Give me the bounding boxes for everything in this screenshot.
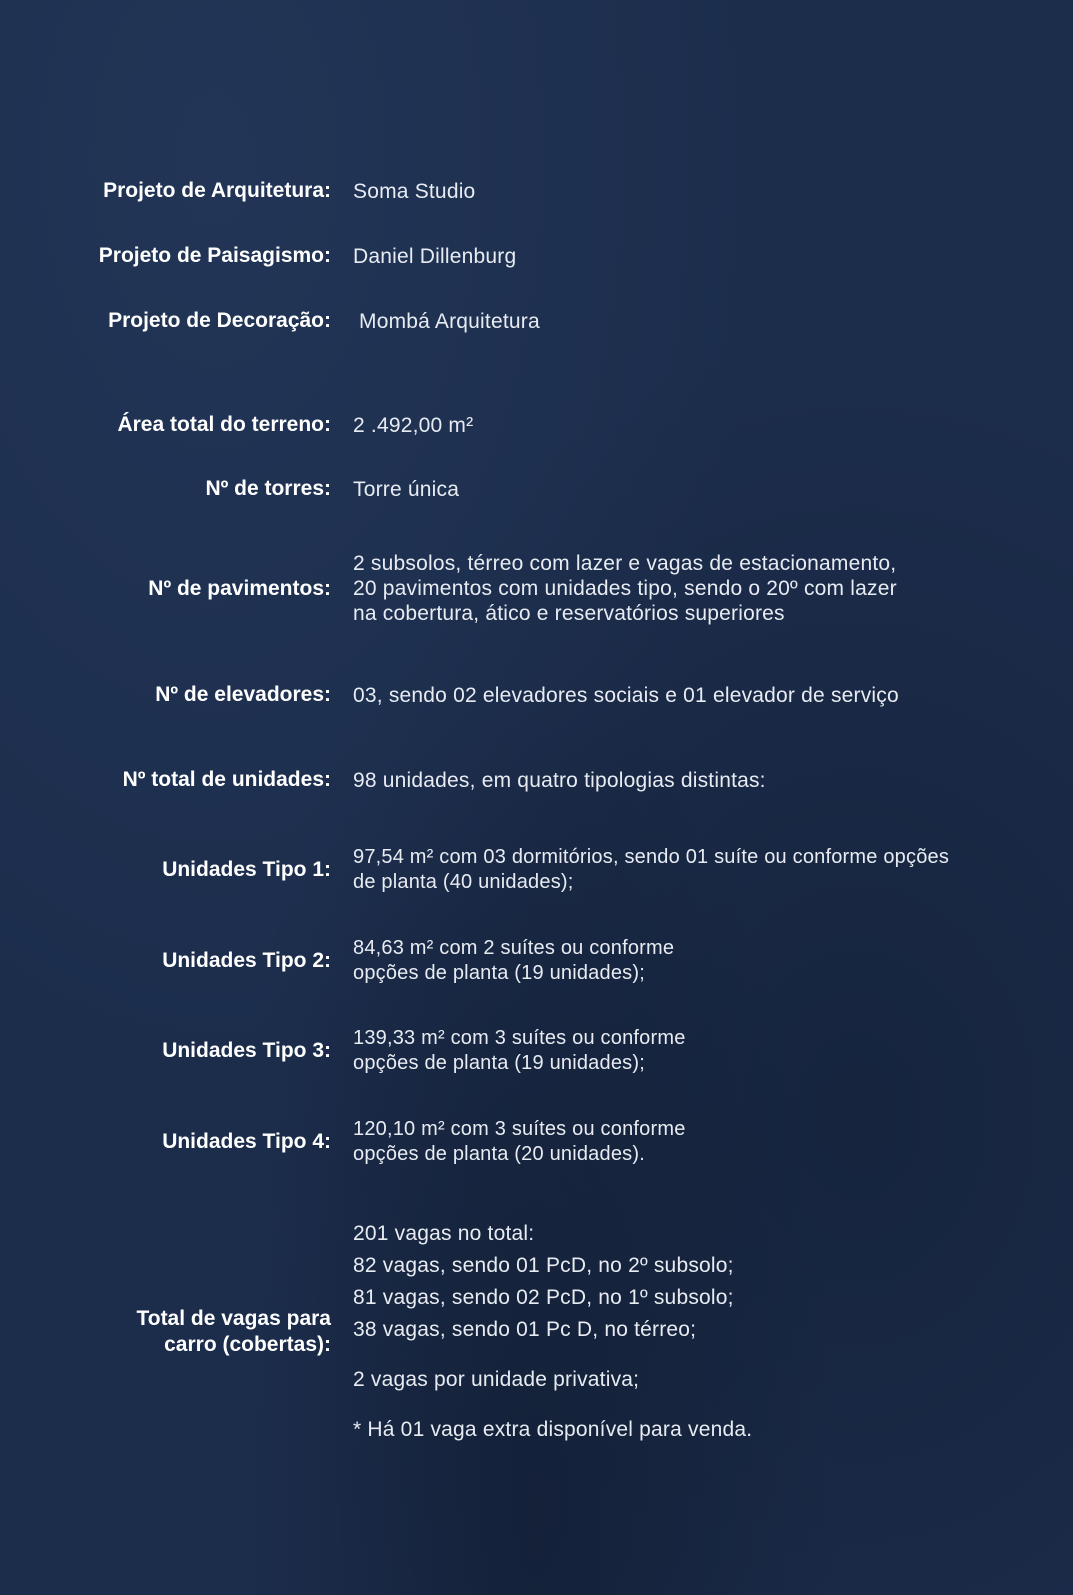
spec-label: Unidades Tipo 1: — [162, 858, 331, 881]
spec-row-decoracao — [0, 308, 1073, 334]
spec-label-line: carro (cobertas): — [164, 1333, 331, 1356]
spec-value — [353, 1117, 686, 1167]
spec-label: Nº de pavimentos: — [148, 576, 331, 600]
spec-value-line: 2 subsolos, térreo com lazer e vagas de estacionamento, — [353, 552, 897, 575]
spec-value: 98 unidades, em quatro tipologias distintas: — [353, 768, 766, 792]
spec-value-line: 201 vagas no total: — [353, 1222, 535, 1245]
spec-label: Nº de torres: — [205, 477, 331, 500]
spec-label: Nº total de unidades: — [122, 768, 331, 791]
spec-value-line: de planta (40 unidades); — [353, 871, 574, 893]
spec-label: Projeto de Arquitetura: — [103, 179, 331, 202]
spec-value: 03, sendo 02 elevadores sociais e 01 elevador de serviço — [353, 683, 899, 707]
spec-row-total-unidades — [0, 767, 1073, 793]
spec-row-paisagismo — [0, 243, 1073, 269]
spec-value: 2 .492,00 m² — [353, 413, 474, 437]
spec-value-line: 120,10 m² com 3 suítes ou conforme — [353, 1118, 686, 1140]
spec-value-line: 20 pavimentos com unidades tipo, sendo o 20º com lazer — [353, 577, 897, 600]
spec-value-line: 139,33 m² com 3 suítes ou conforme — [353, 1027, 686, 1049]
spec-value: Mombá Arquitetura — [359, 309, 540, 333]
spec-row-area-terreno — [0, 412, 1073, 438]
spec-value-line: 84,63 m² com 2 suítes ou conforme — [353, 937, 675, 959]
spec-value-line: 2 vagas por unidade privativa; — [353, 1368, 640, 1391]
spec-value — [353, 1218, 752, 1446]
spec-row-arquitetura — [0, 178, 1073, 204]
spec-value: Torre única — [353, 477, 460, 501]
spec-row-torres — [0, 476, 1073, 502]
spec-label: Unidades Tipo 2: — [162, 949, 331, 972]
spec-label: Área total do terreno: — [117, 413, 331, 436]
spec-value — [353, 936, 674, 986]
spec-row-vagas — [0, 1218, 1073, 1446]
spec-value-line: 97,54 m² com 03 dormitórios, sendo 01 suíte ou conforme opções — [353, 846, 950, 868]
spec-value-line: 38 vagas, sendo 01 Pc D, no térreo; — [353, 1318, 697, 1341]
spec-label: Nº de elevadores: — [155, 683, 331, 706]
spec-row-tipo-2 — [0, 936, 1073, 986]
spec-label — [0, 1306, 331, 1358]
spec-value-line: opções de planta (19 unidades); — [353, 1052, 645, 1074]
spec-value-line: opções de planta (20 unidades). — [353, 1143, 645, 1165]
spec-value-line: opções de planta (19 unidades); — [353, 962, 645, 984]
spec-row-pavimentos — [0, 551, 1073, 626]
spec-label-line: Total de vagas para — [136, 1307, 331, 1330]
spec-value-line: 81 vagas, sendo 02 PcD, no 1º subsolo; — [353, 1286, 734, 1309]
spec-value-line: na cobertura, ático e reservatórios superiores — [353, 602, 785, 625]
spec-value — [353, 845, 949, 895]
spec-value — [353, 551, 897, 626]
spec-label: Projeto de Paisagismo: — [98, 244, 331, 267]
spec-label: Unidades Tipo 3: — [162, 1039, 331, 1062]
spec-value-line: * Há 01 vaga extra disponível para venda. — [353, 1418, 753, 1441]
spec-row-tipo-4 — [0, 1117, 1073, 1167]
spec-value-line: 82 vagas, sendo 01 PcD, no 2º subsolo; — [353, 1254, 734, 1277]
spec-label: Unidades Tipo 4: — [162, 1130, 331, 1153]
spec-value: Soma Studio — [353, 179, 476, 203]
spec-value: Daniel Dillenburg — [353, 244, 517, 268]
spec-row-elevadores — [0, 682, 1073, 708]
spec-row-tipo-1 — [0, 845, 1073, 895]
spec-value — [353, 1026, 686, 1076]
spec-row-tipo-3 — [0, 1026, 1073, 1076]
spec-label: Projeto de Decoração: — [108, 309, 331, 332]
